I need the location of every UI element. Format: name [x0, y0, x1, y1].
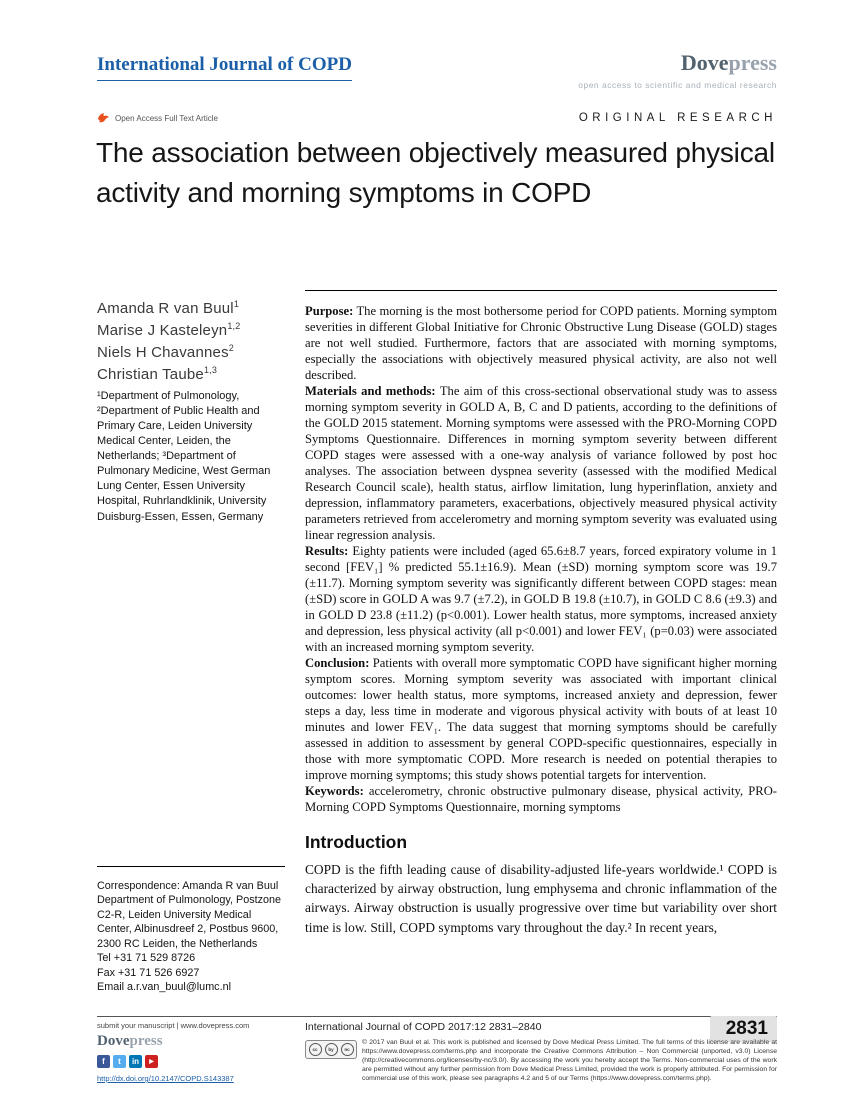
- abstract-label: Materials and methods:: [305, 383, 436, 398]
- abstract-purpose: Purpose: The morning is the most bothersome period for COPD patients. Morning symptom severities in different Global Initiative for Chronic Obstructive Lung Disease (GOLD) stages are not well studied. Furthermore, factors that are associated with morning symptoms, especially the associations with objectively measured physical activity, are also not well described.: [305, 304, 778, 382]
- twitter-icon[interactable]: t: [113, 1055, 126, 1068]
- author-affil-sup: 1: [233, 299, 240, 309]
- abstract-label: Conclusion:: [305, 655, 370, 670]
- author: Christian Taube$^{1,3}$: [97, 365, 218, 384]
- author-affil-sup: 1,3: [203, 365, 218, 376]
- cc-license-badge[interactable]: [305, 1040, 357, 1059]
- abstract-keywords: Keywords: accelerometry, chronic obstructive pulmonary disease, physical activity, PRO-Morning COPD Symptoms Questionnaire, morning symptoms: [305, 783, 777, 814]
- author-list: [97, 298, 240, 386]
- youtube-icon[interactable]: ▶: [145, 1055, 158, 1068]
- brand-dove: Dove: [680, 50, 729, 75]
- article-title: The association between objectively measured physical activity and morning symptoms in COPD: [96, 137, 775, 208]
- correspondence-block: [97, 866, 285, 995]
- abstract-label: Purpose:: [305, 304, 354, 318]
- main-column: [305, 290, 777, 937]
- submit-manuscript-link[interactable]: submit your manuscript | www.dovepress.com: [97, 1021, 250, 1030]
- journal-citation: International Journal of COPD 2017:12 2831–2840: [305, 1021, 542, 1033]
- journal-tagline: open access to scientific and medical research: [578, 80, 777, 90]
- abstract-methods: Materials and methods: The aim of this cross-sectional observational study was to assess morning symptom severity in GOLD A, B, C and D patients, according to the definitions of the GOLD 2015 statement. Morning symptoms were assessed with the PRO-Morning COPD Symptoms Questionnaire. Differences in morning symptom severity between different COPD stages were assessed with a one-way analysis of variance followed by post hoc analyses. The association between dyspnea severity (assessed with the modified Medical Research Council scale), health status, airflow limitation, lung hyperinflation, anxiety and depression, inflammatory parameters, exacerbations, objectively measured physical activity parameters retrieved from accelerometry and morning symptom severity was evaluated using linear regression analysis.: [305, 383, 778, 542]
- doi-link[interactable]: http://dx.doi.org/10.2147/COPD.S143387: [97, 1074, 234, 1083]
- abstract-conclusion: Conclusion: Patients with overall more symptomatic COPD have significant higher morning symptom scores. Morning symptom severity was associated with important clinical outcomes: lower health status, more symptoms, increased anxiety and depression, fewer steps a day, less time in moderate and vigorous physical activity with bouts of at least 10 minutes and lower FEV₁. The data suggest that morning symptoms should be carefully assessed in addition to assessment by general COPD-specific questionnaires, especially in those with more symptomatic COPD. More research is needed on potential therapies to improve morning symptoms; this study shows potential targets for intervention.: [305, 655, 777, 782]
- abstract-label: Results:: [305, 543, 349, 558]
- author-affil-sup: 2: [228, 343, 235, 354]
- abstract-label: Keywords:: [305, 783, 364, 798]
- abstract-results: Results: Eighty patients were included (aged 65.6±8.7 years, forced expiratory volume in 1 second [FEV₁] % predicted 55.1±16.9). Mean (±SD) morning symptom score was 19.7 (±11.7). Morning symptom severity was significantly different between COPD stages: mean (±SD) score in GOLD A was 9.7 (±7.2), in GOLD B 19.8 (±10.7), in GOLD C 8.6 (±9.3) and in GOLD D 23.8 (±11.2) (p<0.001). Lower health status, more symptoms, increased anxiety and depression, less physical activity (all p<0.001) and lower FEV₁ (p=0.03) were associated with an increased morning symptom severity.: [305, 543, 777, 654]
- correspondence-tel: Tel +31 71 529 8726: [97, 952, 196, 965]
- social-row: [97, 1055, 292, 1068]
- correspondence-email[interactable]: Email a.r.van_buul@lumc.nl: [97, 981, 231, 994]
- dove-icon: [97, 112, 110, 124]
- abstract: [305, 290, 777, 816]
- page-number: 2831: [710, 1016, 777, 1042]
- license-fine-print: © 2017 van Buul et al. This work is published and licensed by Dove Medical Press Limited. The full terms of this license are available at https://www.dovepress.com/terms.php and incorporate the Creative Commons Attribution – Non Commercial (unported, v3.0) License (http://creativecommons.org/licenses/by-nc/3.0/). By accessing the work you hereby accept the Terms. Non-commercial uses of the work are permitted without any further permission from Dove Medical Press Limited, provided the work is properly attributed. For permission for commercial use of this work, please see paragraphs 4.2 and 5 of our Terms (https://www.dovepress.com/terms.php).: [362, 1039, 777, 1083]
- non-commercial-icon: nc: [341, 1043, 354, 1056]
- author: Amanda R van Buul$^1$: [97, 299, 240, 317]
- author: Marise J Kasteleyn$^{1,2}$: [97, 321, 241, 340]
- open-access-row: [97, 112, 218, 124]
- correspondence-address: Department of Pulmonology, Postzone C2-R, Leiden University Medical Center, Albinusdreef 2, Postbus 9600, 2300 RC Leiden, the Netherlands: [97, 894, 282, 950]
- journal-title: International Journal of COPD: [97, 54, 352, 81]
- linkedin-icon[interactable]: in: [129, 1055, 142, 1068]
- cc-icon: cc: [309, 1043, 322, 1056]
- footer-rule: [97, 1016, 777, 1017]
- brand-press: press: [728, 50, 777, 75]
- correspondence-fax: Fax +31 71 526 6927: [97, 966, 200, 979]
- footer-left: [97, 1021, 292, 1083]
- correspondence-name: Correspondence: Amanda R van Buul: [97, 880, 279, 892]
- dovepress-footer-logo: Dovepress: [97, 1033, 163, 1049]
- author: Niels H Chavannes$^2$: [97, 343, 235, 362]
- facebook-icon[interactable]: f: [97, 1055, 110, 1068]
- introduction-text: COPD is the fifth leading cause of disability-adjusted life-years worldwide.¹ COPD is characterized by airway obstruction, lung emphysema and chronic inflammation of the airways. Airway obstruction is usually progressive over time but variability over short time is low. Still, COPD symptoms vary throughout the day.² In recent years,: [305, 861, 777, 935]
- attribution-icon: by: [325, 1043, 338, 1056]
- open-access-label: Open Access Full Text Article: [115, 113, 219, 123]
- dovepress-logo: [681, 50, 777, 76]
- author-affil-sup: 1,2: [227, 321, 241, 332]
- affiliations: ¹Department of Pulmonology, ²Department of Public Health and Primary Care, Leiden University Medical Center, Leiden, the Netherlands; ³Department of Pulmonary Medicine, West German Lung Center, Essen University Hospital, Ruhrlandklinik, University Duisburg-Essen, Essen, Germany: [97, 390, 271, 523]
- article-type-label: ORIGINAL RESEARCH: [578, 112, 777, 124]
- introduction-heading: Introduction: [305, 831, 408, 852]
